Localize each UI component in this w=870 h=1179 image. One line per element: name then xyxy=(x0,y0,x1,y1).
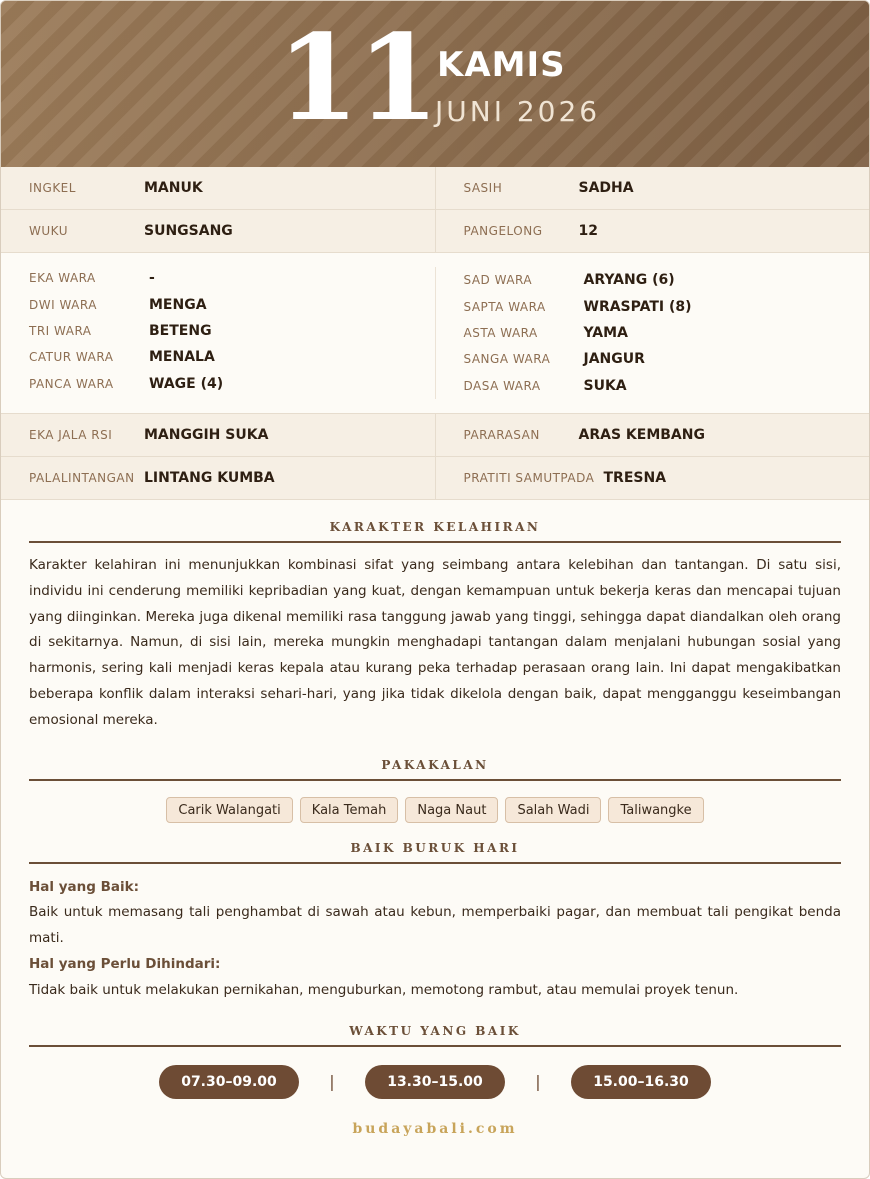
avoid-text: Tidak baik untuk melakukan pernikahan, menguburkan, memotong rambut, atau memulai proyek tenun. xyxy=(29,981,739,998)
wara-label: DWI WARA xyxy=(29,297,97,312)
info-label: WUKU xyxy=(29,224,68,238)
day-name: KAMIS xyxy=(437,45,566,85)
info-row-wuku-pangelong xyxy=(1,210,869,253)
pakakalan-chip: Salah Wadi xyxy=(505,797,601,823)
section-title: BAIK BURUK HARI xyxy=(29,841,841,864)
info-cell-eka-jala-rsi xyxy=(1,414,435,456)
section-title: KARAKTER KELAHIRAN xyxy=(29,520,841,543)
wara-value: JANGUR xyxy=(583,351,645,368)
info-value: LINTANG KUMBA xyxy=(144,469,275,486)
info-cell-sasih xyxy=(435,167,870,209)
info-label: PRATITI SAMUTPADA xyxy=(463,470,595,485)
info-label: SASIH xyxy=(463,181,503,195)
wara-row xyxy=(464,293,870,319)
info-cell-wuku xyxy=(1,210,435,252)
info-cell-palalintangan xyxy=(1,457,435,499)
time-slot: 15.00–16.30 xyxy=(571,1065,711,1099)
wara-label: ASTA WARA xyxy=(463,325,538,340)
pakakalan-chip: Naga Naut xyxy=(405,797,498,823)
wara-label: SAD WARA xyxy=(463,273,533,288)
wara-row xyxy=(464,373,870,399)
wara-row xyxy=(464,267,870,293)
wara-label: DASA WARA xyxy=(463,378,541,393)
footer-site: budayabali.com xyxy=(352,1120,518,1137)
wara-row xyxy=(29,344,435,370)
info-value: 12 xyxy=(578,223,598,239)
info-cell-pararasan xyxy=(435,414,870,456)
info-row-ekajala-pararasan xyxy=(1,414,869,457)
pakakalan-chip: Carik Walangati xyxy=(166,797,292,823)
karakter-section xyxy=(1,520,869,734)
time-list xyxy=(29,1065,841,1099)
info-label: INGKEL xyxy=(29,181,76,195)
wara-value: ARYANG (6) xyxy=(583,272,675,289)
date-header xyxy=(1,1,869,167)
info-value: SADHA xyxy=(578,180,634,196)
time-slot: 13.30–15.00 xyxy=(365,1065,505,1099)
wara-row xyxy=(464,346,870,372)
info-label: EKA JALA RSI xyxy=(29,427,113,442)
wara-row xyxy=(29,265,435,291)
pakakalan-chip: Taliwangke xyxy=(608,797,703,823)
karakter-text: Karakter kelahiran ini menunjukkan kombinasi sifat yang seimbang antara kelebihan dan tantangan. Di satu sisi, individu ini cenderung memiliki kepribadian yang kuat, dengan kemampuan untuk bekerja keras dan mencapai tujuan yang diinginkan. Mereka juga dikenal memiliki rasa tanggung jawab yang tinggi, sehingga dapat diandalkan oleh orang di sekitarnya. Namun, di sisi lain, mereka mungkin menghadapi tantangan dalam menjalani hubungan sosial yang harmonis, sering kali menjadi keras kepala atau kurang peka terhadap perasaan orang lain. Ini dapat mengakibatkan beberapa konflik dalam interaksi sehari-hari, yang jika tidak dikelola dengan baik, dapat mengganggu keseimbangan emosional mereka. xyxy=(29,556,841,728)
time-separator: | xyxy=(329,1072,335,1092)
wara-right-column xyxy=(435,267,870,399)
wara-label: TRI WARA xyxy=(29,323,92,338)
info-row-ingkel-sasih xyxy=(1,167,869,210)
info-value: MANUK xyxy=(144,180,203,196)
wara-value: MENALA xyxy=(149,349,215,366)
wara-label: PANCA WARA xyxy=(29,376,114,391)
wara-label: SANGA WARA xyxy=(463,352,551,367)
info-value: SUNGSANG xyxy=(144,223,233,239)
info-value: ARAS KEMBANG xyxy=(578,426,705,443)
good-text: Baik untuk memasang tali penghambat di sawah atau kebun, memperbaiki pagar, dan membuat tali pengikat benda mati. xyxy=(29,904,841,947)
pakakalan-list xyxy=(29,797,841,823)
section-title: WAKTU YANG BAIK xyxy=(29,1024,841,1047)
wara-value: YAMA xyxy=(583,324,628,341)
wara-value: - xyxy=(149,270,155,287)
wara-row xyxy=(464,320,870,346)
wara-value: BETENG xyxy=(149,322,212,339)
info-label: PARARASAN xyxy=(463,427,540,442)
wara-value: WAGE (4) xyxy=(149,375,224,392)
wara-value: SUKA xyxy=(583,377,627,394)
day-number: 11 xyxy=(277,8,438,147)
month-year: JUNI 2026 xyxy=(435,95,601,128)
time-separator: | xyxy=(535,1072,541,1092)
wara-row xyxy=(29,291,435,317)
pakakalan-chip: Kala Temah xyxy=(300,797,399,823)
wara-value: WRASPATI (8) xyxy=(583,298,692,315)
wara-row xyxy=(29,371,435,397)
wara-block xyxy=(1,253,869,414)
info-value: TRESNA xyxy=(603,469,667,486)
section-title: PAKAKALAN xyxy=(29,758,841,781)
waktu-section xyxy=(1,1024,869,1099)
avoid-label: Hal yang Perlu Dihindari: xyxy=(29,955,221,972)
info-label: PALALINTANGAN xyxy=(29,470,135,485)
wara-left-column xyxy=(1,265,435,401)
wara-row xyxy=(29,318,435,344)
info-cell-ingkel xyxy=(1,167,435,209)
info-row-palalintangan-pratiti xyxy=(1,457,869,500)
good-label: Hal yang Baik: xyxy=(29,878,140,895)
info-cell-pangelong xyxy=(435,210,870,252)
time-slot: 07.30–09.00 xyxy=(159,1065,299,1099)
info-label: PANGELONG xyxy=(463,224,543,238)
wara-label: EKA WARA xyxy=(29,271,96,286)
wara-label: SAPTA WARA xyxy=(463,299,546,314)
info-cell-pratiti-samutpada xyxy=(435,457,870,499)
pakakalan-section xyxy=(1,758,869,823)
baik-buruk-section xyxy=(1,841,869,1004)
wara-value: MENGA xyxy=(149,296,207,313)
info-value: MANGGIH SUKA xyxy=(144,426,269,443)
wara-label: CATUR WARA xyxy=(29,350,114,365)
